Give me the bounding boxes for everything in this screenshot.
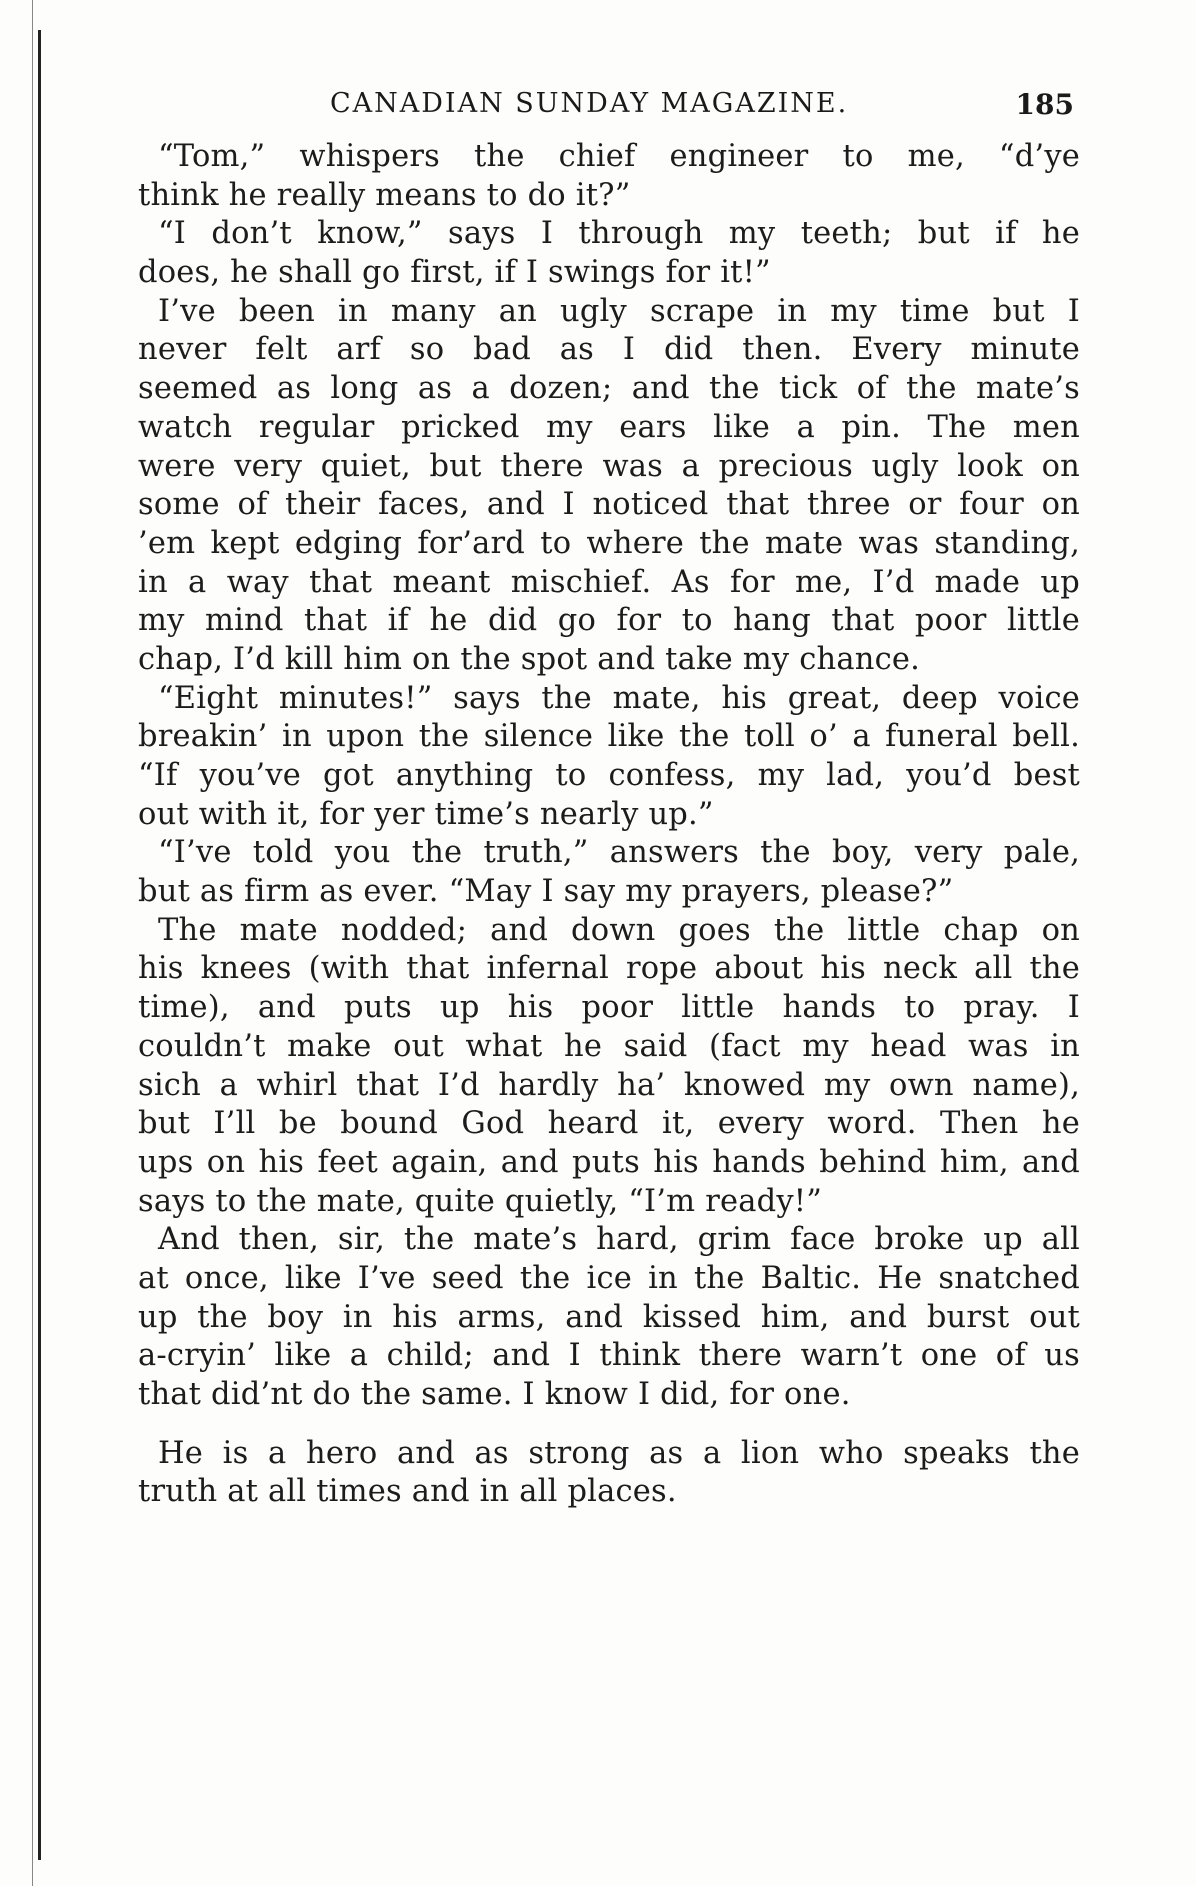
motto-text-line: He is a hero and as strong as a lion who speaks the: [158, 1435, 1080, 1471]
body-text-line: “If you’ve got anything to confess, my lad, you’d best: [138, 758, 1080, 793]
body-text-line: never felt arf so bad as I did then. Every minute: [138, 332, 1080, 368]
body-text-line: were very quiet, but there was a precious ugly look on: [138, 448, 1080, 484]
story-text: [138, 138, 1080, 1512]
page-edge-line: [32, 0, 33, 1886]
body-text-line: a-cryin’ like a child; and I think there warn’t one of us: [138, 1338, 1080, 1374]
body-text-line: out with it, for yer time’s nearly up.”: [138, 796, 714, 832]
page-number: 185: [1015, 88, 1074, 121]
body-text-line: seemed as long as a dozen; and the tick of the mate’s: [138, 371, 1080, 407]
motto-text-line: truth at all times and in all places.: [138, 1474, 677, 1510]
body-text-line: chap, I’d kill him on the spot and take my chance.: [138, 641, 921, 677]
body-text-line: “Eight minutes!” says the mate, his great, deep voice: [158, 680, 1080, 716]
body-text-line: does, he shall go first, if I swings for it!”: [138, 255, 771, 291]
body-text-line: his knees (with that infernal rope about his neck all the: [138, 951, 1080, 987]
body-text-line: ’em kept edging for’ard to where the mate was standing,: [138, 525, 1080, 561]
body-text-line: that did’nt do the same. I know I did, for one.: [138, 1377, 851, 1412]
body-text-line: And then, sir, the mate’s hard, grim face broke up all: [158, 1222, 1080, 1258]
body-text-line: some of their faces, and I noticed that three or four on: [138, 487, 1080, 523]
paragraph-gap: [138, 1415, 1080, 1427]
body-paragraphs: [138, 138, 1080, 1415]
magazine-title: CANADIAN SUNDAY MAGAZINE.: [330, 88, 849, 119]
body-text-line: but I’ll be bound God heard it, every word. Then he: [138, 1106, 1080, 1142]
body-text-line: ups on his feet again, and puts his hands behind him, and: [138, 1144, 1080, 1180]
running-header: [140, 88, 1080, 128]
closing-motto: [138, 1435, 1080, 1512]
body-text-line: think he really means to do it?”: [138, 177, 631, 213]
body-text-line: The mate nodded; and down goes the little chap on: [158, 912, 1080, 948]
body-text-line: at once, like I’ve seed the ice in the Baltic. He snatched: [138, 1260, 1080, 1296]
body-text-line: “Tom,” whispers the chief engineer to me, “d’ye: [158, 139, 1080, 174]
body-text-line: breakin’ in upon the silence like the toll o’ a funeral bell.: [138, 719, 1080, 755]
body-text-line: “I don’t know,” says I through my teeth; but if he: [158, 216, 1080, 252]
body-text-line: up the boy in his arms, and kissed him, and burst out: [138, 1299, 1080, 1335]
body-text-line: I’ve been in many an ugly scrape in my time but I: [158, 293, 1080, 329]
body-text-line: in a way that meant mischief. As for me, I’d made up: [138, 564, 1080, 600]
body-text-line: my mind that if he did go for to hang that poor little: [138, 603, 1080, 639]
binding-rule: [38, 30, 41, 1860]
body-text-line: couldn’t make out what he said (fact my head was in: [138, 1028, 1080, 1064]
body-text-line: sich a whirl that I’d hardly ha’ knowed my own name),: [138, 1067, 1080, 1103]
body-text-line: but as firm as ever. “May I say my prayers, please?”: [138, 874, 954, 910]
body-text-line: time), and puts up his poor little hands to pray. I: [138, 990, 1080, 1026]
body-text-line: watch regular pricked my ears like a pin. The men: [138, 409, 1080, 445]
body-text-line: says to the mate, quite quietly, “I’m ready!”: [138, 1183, 823, 1219]
body-text-line: “I’ve told you the truth,” answers the boy, very pale,: [158, 835, 1080, 871]
